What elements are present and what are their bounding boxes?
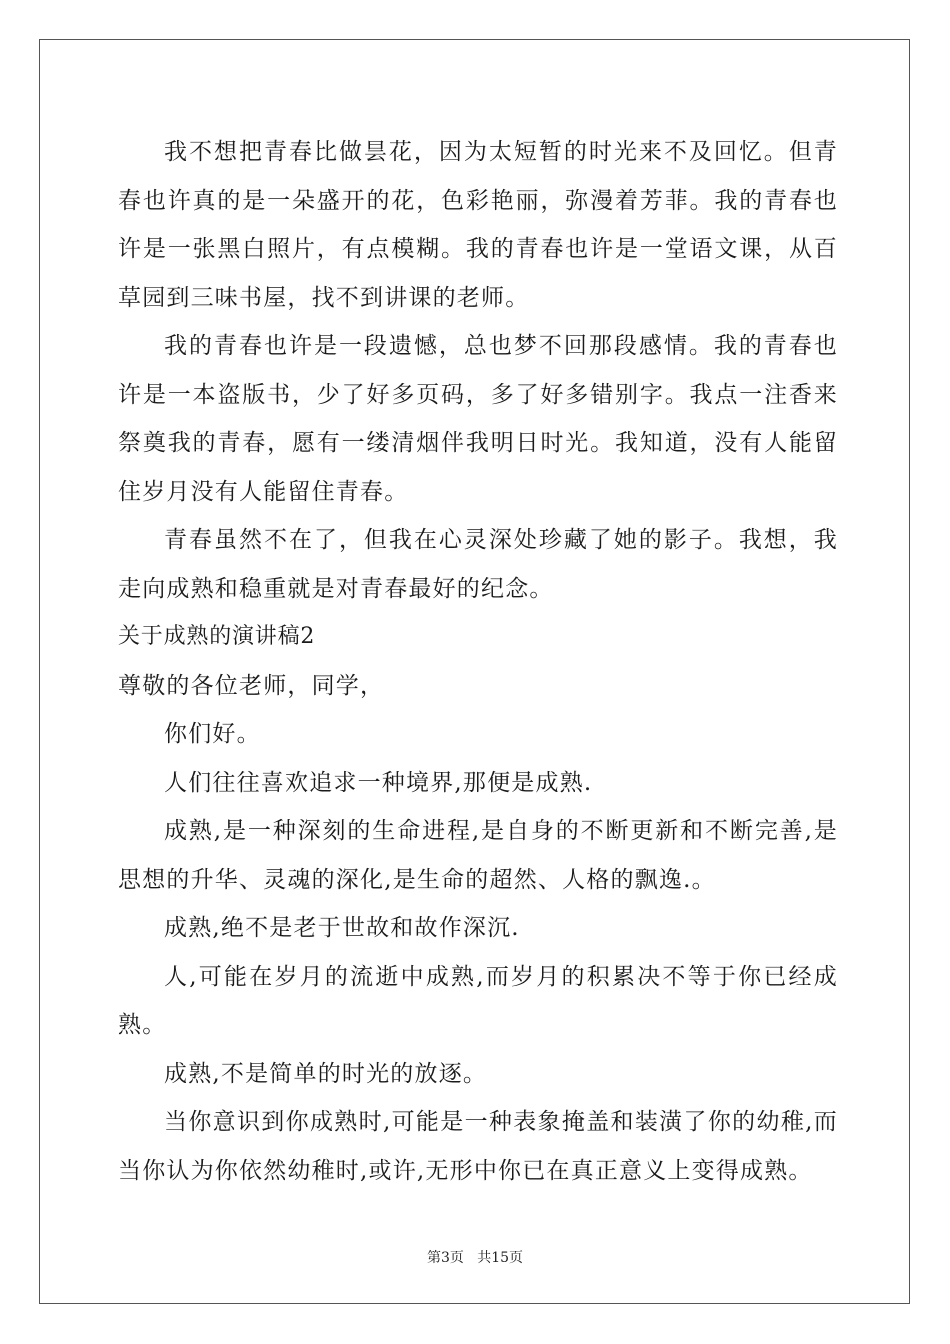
speech-paragraph-6: 当你意识到你成熟时,可能是一种表象掩盖和装潢了你的幼稚,而当你认为你依然幼稚时,或许,无形中你已在真正意义上变得成熟。 bbox=[118, 1109, 838, 1184]
salutation: 尊敬的各位老师，同学， bbox=[118, 672, 385, 699]
section-title: 关于成熟的演讲稿2 bbox=[118, 624, 316, 649]
speech-paragraph-3: 成熟,绝不是老于世故和故作深沉. bbox=[164, 915, 520, 941]
speech-paragraph-1: 人们往往喜欢追求一种境界,那便是成熟. bbox=[164, 769, 593, 796]
speech-paragraph-4: 人,可能在岁月的流逝中成熟,而岁月的积累决不等于你已经成熟。 bbox=[118, 963, 838, 1038]
speech-paragraph-2: 成熟,是一种深刻的生命进程,是自身的不断更新和不断完善,是思想的升华、灵魂的深化,是生命的超然、人格的飘逸.。 bbox=[118, 818, 838, 893]
paragraph-1: 我不想把青春比做昙花，因为太短暂的时光来不及回忆。但青春也许真的是一朵盛开的花，色彩艳丽，弥漫着芳菲。我的青春也许是一张黑白照片，有点模糊。我的青春也许是一堂语文课，从百草园到三味书屋，找不到讲课的老师。 bbox=[118, 139, 838, 311]
paragraph-2: 我的青春也许是一段遗憾，总也梦不回那段感情。我的青春也许是一本盗版书，少了好多页码，多了好多错别字。我点一注香来祭奠我的青春，愿有一缕清烟伴我明日时光。我知道，没有人能留住岁月没有人能留住青春。 bbox=[118, 333, 838, 505]
paragraph-3: 青春虽然不在了，但我在心灵深处珍藏了她的影子。我想，我走向成熟和稳重就是对青春最好的纪念。 bbox=[118, 527, 838, 602]
greeting: 你们好。 bbox=[164, 721, 261, 747]
speech-paragraph-5: 成熟,不是简单的时光的放逐。 bbox=[164, 1060, 488, 1087]
page-number-footer: 第3页 共15页 bbox=[426, 1250, 524, 1266]
document-body bbox=[118, 128, 838, 1195]
